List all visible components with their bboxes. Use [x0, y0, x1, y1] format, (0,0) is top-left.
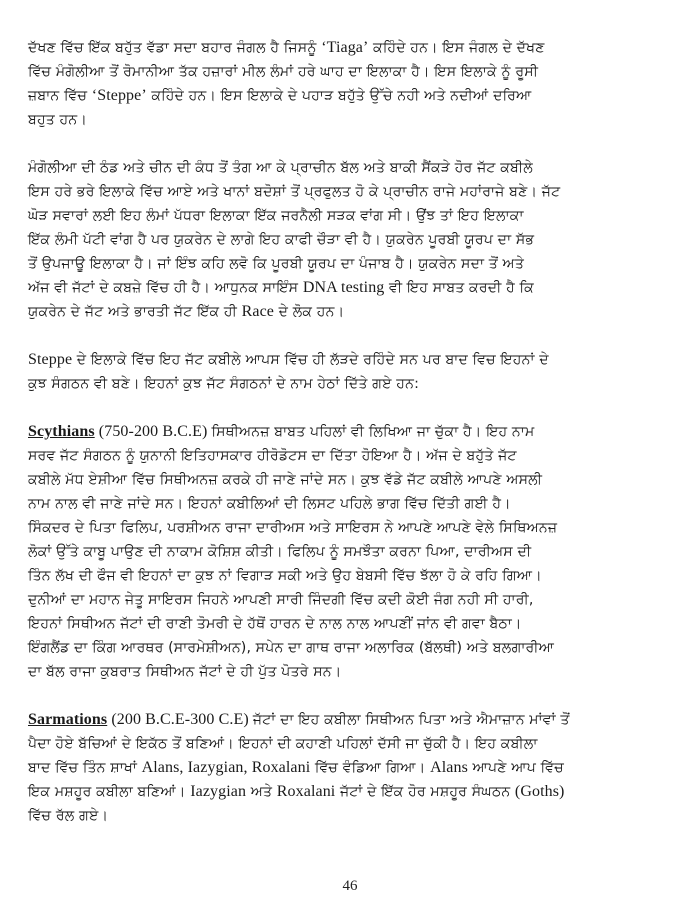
text-span: ਤੋਂ ਉਪਜਾਊ ਇਲਾਕਾ ਹੈ। ਜਾਂ ਇੰਝ ਕਹਿ ਲਵੋ ਕਿ ਪੂਰਬੀ ਯੂਰਪ ਦਾ ਪੰਜਾਬ ਹੈ। ਯੁਕਰੇਨ ਸਦਾ ਤੋਂ ਅਤੇ	[28, 256, 525, 272]
latin-term: Steppe	[28, 351, 73, 368]
text-line	[28, 348, 668, 372]
text-line: ਇੰਗਲੈਂਡ ਦਾ ਕਿੰਗ ਆਰਥਰ (ਸਾਰਮੇਸ਼ੀਅਨ), ਸਪੇਨ ਦਾ ਗਾਥ ਰਾਜਾ ਅਲਾਰਿਕ (ਬੱਲਥੀ) ਅਤੇ ਬਲਗਾਰੀਆ	[28, 640, 555, 656]
text-line	[28, 228, 668, 252]
latin-term: Roxalani	[276, 783, 336, 800]
section-scythians	[28, 420, 668, 684]
latin-term: Alans	[430, 759, 468, 776]
text-line: ਨਾਮ ਨਾਲ ਵੀ ਜਾਣੇ ਜਾਂਦੇ ਸਨ। ਇਹਨਾਂ ਕਬੀਲਿਆਂ ਦੀ ਲਿਸਟ ਪਹਿਲੇ ਭਾਗ ਵਿੱਚ ਦਿੱਤੀ ਗਈ ਹੈ।	[28, 496, 511, 512]
text-line	[28, 60, 668, 84]
text-line	[28, 756, 668, 780]
text-line	[28, 108, 668, 132]
text-span: ਦੇ ਇਲਾਕੇ ਵਿੱਚ ਇਹ ਜੱਟ ਕਬੀਲੇ ਆਪਸ ਵਿੱਚ ਹੀ ਲੱੜਦੇ ਰਹਿੰਦੇ ਸਨ ਪਰ ਬਾਦ ਵਿਚ ਇਹਨਾਂ ਦੇ	[72, 352, 549, 368]
text-line	[28, 372, 668, 396]
text-span: ਵਿੱਚ ਮੰਗੋਲੀਆ ਤੋਂ ਰੋਮਾਨੀਆ ਤੱਕ ਹਜ਼ਾਰਾਂ ਮੀਲ ਲੰਮਾਂ ਹਰੇ ਘਾਹ ਦਾ ਇਲਾਕਾ ਹੈ। ਇਸ ਇਲਾਕੇ ਨੂੰ ਰੂਸੀ	[28, 64, 539, 80]
text-line	[28, 252, 668, 276]
text-span: ਵੀ ਇਹ ਸਾਬਤ ਕਰਦੀ ਹੈ ਕਿ	[384, 280, 534, 296]
text-line: ਦੁਨੀਆਂ ਦਾ ਮਹਾਨ ਜੇਤੂ ਸਾਇਰਸ ਜਿਹਨੇ ਆਪਣੀ ਸਾਰੀ ਜਿੰਦਗੀ ਵਿੱਚ ਕਦੀ ਕੋਈ ਜੰਗ ਨਹੀ ਸੀ ਹਾਰੀ,	[28, 592, 534, 608]
text-line	[28, 276, 668, 300]
text-span: ਵਿੱਚ ਵੰਡਿਆ ਗਿਆ।	[310, 760, 431, 776]
date-range: (200 B.C.E-300 C.E)	[107, 711, 253, 728]
text-span: ਕਹਿੰਦੇ ਹਨ। ਇਸ ਜੰਗਲ ਦੇ ਦੱਖਣ	[368, 40, 545, 56]
text-span: ਦੇ ਲੋਕ ਹਨ।	[274, 304, 345, 320]
text-span: ਆਪਣੇ ਆਪ ਵਿੱਚ	[467, 760, 564, 776]
latin-term: DNA testing	[302, 279, 385, 296]
text-line: ਕਬੀਲੇ ਮੱਧ ਏਸ਼ੀਆ ਵਿੱਚ ਸਿਥੀਅਨਜ਼ ਕਰਕੇ ਹੀ ਜਾਣੇ ਜਾਂਦੇ ਸਨ। ਕੁਝ ਵੱਡੇ ਜੱਟ ਕਬੀਲੇ ਆਪਣੇ ਅਸਲੀ	[28, 472, 543, 488]
section-heading-sarmations: Sarmations	[28, 711, 108, 728]
text-line	[28, 180, 668, 204]
latin-term: Alans, Iazygian, Roxalani	[141, 759, 311, 776]
text-line: ਇਹਨਾਂ ਸਿਥੀਅਨ ਜੱਟਾਂ ਦੀ ਰਾਣੀ ਤੋਮਰੀ ਦੇ ਹੱਥੋਂ ਹਾਰਨ ਦੇ ਨਾਲ ਨਾਲ ਆਪਣੀਂ ਜਾਂਨ ਵੀ ਗਵਾ ਬੈਠਾ।	[28, 616, 522, 632]
text-span: ਇਕ ਮਸ਼ਹੂਰ ਕਬੀਲਾ ਬਣਿਆਂ।	[28, 784, 191, 800]
text-span: ਬਹੁਤ ਹਨ।	[28, 112, 87, 128]
document-page	[28, 36, 668, 852]
text-span: ਬਾਦ ਵਿੱਚ ਤਿੰਨ ਸ਼ਾਖਾਂ	[28, 760, 142, 776]
text-line	[28, 420, 668, 444]
latin-term: ‘Steppe’	[91, 87, 147, 104]
latin-term: Iazygian	[190, 783, 247, 800]
text-span: ਯੁਕਰੇਨ ਦੇ ਜੱਟ ਅਤੇ ਭਾਰਤੀ ਜੱਟ ਇੱਕ ਹੀ	[28, 304, 242, 320]
text-line: ਦਾ ਬੱਲ ਰਾਜਾ ਕੁਬਰਾਤ ਸਿਥੀਅਨ ਜੱਟਾਂ ਦੇ ਹੀ ਪੁੱਤ ਪੋਤਰੇ ਸਨ।	[28, 664, 342, 680]
section-sarmations	[28, 708, 668, 828]
paragraph-mongolia-ukraine	[28, 156, 668, 324]
text-span: ਕਹਿੰਦੇ ਹਨ। ਇਸ ਇਲਾਕੇ ਦੇ ਪਹਾੜ ਬਹੁੱਤੇ ਉੱਚੇ ਨਹੀ ਅਤੇ ਨਦੀਆਂ ਦਰਿਆ	[146, 88, 532, 104]
page-number: 46	[342, 878, 358, 894]
paragraph-organizations-intro	[28, 348, 668, 396]
text-line	[28, 156, 668, 180]
text-line: ਲੋਕਾਂ ਉੱਤੇ ਕਾਬੂ ਪਾਉਣ ਦੀ ਨਾਕਾਮ ਕੋਸ਼ਿਸ਼ ਕੀਤੀ। ਫਿਲਿਪ ਨੂੰ ਸਮਝੌਤਾ ਕਰਨਾ ਪਿਆ, ਦਾਰੀਅਸ ਦੀ	[28, 544, 532, 560]
text-line: ਵਿੱਚ ਰੱਲ ਗਏ।	[28, 808, 109, 824]
latin-term: ‘Tiaga’	[321, 39, 369, 56]
text-span: ਕੁਝ ਸੰਗਠਨ ਵੀ ਬਣੇ। ਇਹਨਾਂ ਕੁਝ ਜੱਟ ਸੰਗਠਨਾਂ ਦੇ ਨਾਮ ਹੇਠਾਂ ਦਿੱਤੇ ਗਏ ਹਨ:	[28, 376, 419, 392]
text-line: ਤਿੰਨ ਲੱਖ ਦੀ ਫੌਜ ਵੀ ਇਹਨਾਂ ਦਾ ਕੁਝ ਨਾਂ ਵਿਗਾੜ ਸਕੀ ਅਤੇ ਉਹ ਬੇਬਸੀ ਵਿੱਚ ਝੱਲਾ ਹੋ ਕੇ ਰਹਿ ਗਿਆ।	[28, 568, 542, 584]
text-line	[28, 780, 668, 804]
latin-term: (Goths)	[514, 783, 565, 800]
text-span: ਮੰਗੋਲੀਆ ਦੀ ਠੰਡ ਅਤੇ ਚੀਨ ਦੀ ਕੰਧ ਤੋਂ ਤੰਗ ਆ ਕੇ ਪ੍ਰਾਚੀਨ ਬੱਲ ਅਤੇ ਬਾਕੀ ਸੈਂਕੜੇ ਹੋਰ ਜੱਟ ਕਬੀਲੇ	[28, 160, 533, 176]
text-span: ਜੱਟਾਂ ਦਾ ਇਹ ਕਬੀਲਾ ਸਿਥੀਅਨ ਪਿਤਾ ਅਤੇ ਐਮਾਜ਼ਾਨ ਮਾਂਵਾਂ ਤੋਂ	[252, 712, 570, 728]
text-span: ਅਤੇ	[246, 784, 277, 800]
text-span: ਇਸ ਹਰੇ ਭਰੇ ਇਲਾਕੇ ਵਿੱਚ ਆਏ ਅਤੇ ਖਾਨਾਂ ਬਦੋਸ਼ਾਂ ਤੋਂ ਪ੍ਰਫੁਲਤ ਹੋ ਕੇ ਪ੍ਰਾਚੀਨ ਰਾਜੇ ਮਹਾਂਰਾਜੇ ਬਣੇ। ਜੱਟ	[28, 184, 561, 200]
text-span: ਸਿਥੀਅਨਜ਼ ਬਾਬਤ ਪਹਿਲਾਂ ਵੀ ਲਿਖਿਆ ਜਾ ਚੁੱਕਾ ਹੈ। ਇਹ ਨਾਮ	[211, 424, 535, 440]
latin-term: Race	[241, 303, 275, 320]
text-span: ਦੱਖਣ ਵਿੱਚ ਇੱਕ ਬਹੁੱਤ ਵੱਡਾ ਸਦਾ ਬਹਾਰ ਜੰਗਲ ਹੈ ਜਿਸਨੂੰ	[28, 40, 322, 56]
text-line	[28, 204, 668, 228]
date-range: (750-200 B.C.E)	[94, 423, 212, 440]
text-span: ਅੱਜ ਵੀ ਜੱਟਾਂ ਦੇ ਕਬਜ਼ੇ ਵਿੱਚ ਹੀ ਹੈ। ਆਧੁਨਕ ਸਾਇੰਸ	[28, 280, 303, 296]
text-line: ਪੈਦਾ ਹੋਏ ਬੱਚਿਆਂ ਦੇ ਇਕੱਠ ਤੋਂ ਬਣਿਆਂ। ਇਹਨਾਂ ਦੀ ਕਹਾਣੀ ਪਹਿਲਾਂ ਦੱਸੀ ਜਾ ਚੁੱਕੀ ਹੈ। ਇਹ ਕਬੀਲਾ	[28, 736, 538, 752]
text-line	[28, 708, 668, 732]
text-span: ਇੱਕ ਲੰਮੀ ਪੱਟੀ ਵਾਂਗ ਹੈ ਪਰ ਯੁਕਰੇਨ ਦੇ ਲਾਗੇ ਇਹ ਕਾਫੀ ਚੌੜਾ ਵੀ ਹੈ। ਯੁਕਰੇਨ ਪੂਰਬੀ ਯੂਰਪ ਦਾ ਸੱਭ	[28, 232, 535, 248]
text-line	[28, 300, 668, 324]
text-line: ਸਰਵ ਜੱਟ ਸੰਗਠਨ ਨੂੰ ਯੁਨਾਨੀ ਇਤਿਹਾਸਕਾਰ ਹੀਰੋਡੋਟਸ ਦਾ ਦਿੱਤਾ ਹੋਇਆ ਹੈ। ਅੱਜ ਦੇ ਬਹੁੱਤੇ ਜੱਟ	[28, 448, 517, 464]
text-span: ਘੋੜ ਸਵਾਰਾਂ ਲਈ ਇਹ ਲੰਮਾਂ ਪੱਧਰਾ ਇਲਾਕਾ ਇੱਕ ਜਰਨੈਲੀ ਸੜਕ ਵਾਂਗ ਸੀ। ਉਂਝ ਤਾਂ ਇਹ ਇਲਾਕਾ	[28, 208, 524, 224]
text-span: ਜੱਟਾਂ ਦੇ ਇੱਕ ਹੋਰ ਮਸ਼ਹੂਰ ਸੰਘਠਨ	[335, 784, 515, 800]
text-line	[28, 84, 668, 108]
section-heading-scythians: Scythians	[28, 423, 95, 440]
text-line: ਸਿੰਕਦਰ ਦੇ ਪਿਤਾ ਫਿਲਿਪ, ਪਰਸ਼ੀਅਨ ਰਾਜਾ ਦਾਰੀਅਸ ਅਤੇ ਸਾਇਰਸ ਨੇ ਆਪਣੇ ਆਪਣੇ ਵੇਲੇ ਸਿਥਿਅਨਜ਼	[28, 520, 558, 536]
paragraph-steppe-intro	[28, 36, 668, 132]
text-line	[28, 36, 668, 60]
text-span: ਜ਼ਬਾਨ ਵਿੱਚ	[28, 88, 92, 104]
